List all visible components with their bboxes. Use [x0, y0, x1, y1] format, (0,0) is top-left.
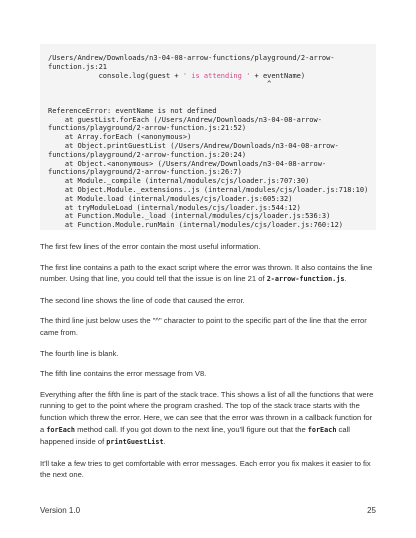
paragraph: It'll take a few tries to get comfortable with error messages. Each error you fix makes it easier to fix the next one. [40, 458, 371, 480]
body-text [40, 241, 378, 490]
code-line: /Users/Andrew/Downloads/n3-04-08-arrow-functions/playground/2-arrow- [48, 54, 335, 62]
paragraph: The first few lines of the error contain the most useful information. [40, 242, 261, 251]
code-token: console.log(guest + [48, 71, 183, 80]
paragraph-text: method call. If you got down to the next line, you'll figure out that the [75, 424, 308, 434]
code-line: at Object.<anonymous> (/Users/Andrew/Downloads/n3-04-08-arrow- [48, 159, 327, 168]
inline-code: 2-arrow-function.js [266, 275, 345, 284]
code-line: at Module._compile (internal/modules/cjs/loader.js:707:30) [48, 177, 310, 186]
code-line: at tryModuleLoad (internal/modules/cjs/loader.js:544:12) [48, 203, 301, 212]
code-line: function.js:21 [48, 62, 108, 71]
code-line: ReferenceError: eventName is not defined [48, 106, 217, 115]
page-number: 25 [367, 506, 376, 515]
paragraph [40, 262, 378, 286]
code-line [48, 89, 370, 98]
code-line: at Object.printGuestList (/Users/Andrew/Downloads/n3-04-08-arrow- [48, 141, 339, 150]
version-label: Version 1.0 [40, 506, 81, 515]
code-string-token: ' is attending ' [182, 71, 251, 80]
code-line: at Function.Module.runMain (internal/modules/cjs/loader.js:760:12) [48, 221, 344, 230]
paragraph: The fifth line contains the error message from V8. [40, 369, 207, 379]
code-line-log [48, 72, 370, 81]
paragraph: The fourth line is blank. [40, 348, 119, 358]
inline-code: printGuestList [106, 438, 164, 447]
paragraph-text: . [344, 274, 347, 284]
paragraph-text: Everything after the fifth line is part of the stack trace. This shows a list of all the functions that were running to get to the point where the program crashed. The top of the stack trace starts with the function which threw the error. Here, we can see that the error was thrown in a callback function for a [40, 389, 374, 434]
paragraph [40, 389, 378, 449]
code-block [40, 44, 376, 230]
paragraph: The third line just below uses the "^" character to point to the specific part of the line that the error came from. [40, 316, 367, 337]
code-line: functions/playground/2-arrow-function.js:20:24) [48, 150, 247, 159]
code-line-caret: ^ [48, 80, 272, 89]
paragraph-text: . [163, 437, 166, 447]
code-line: at Object.Module._extensions..js (internal/modules/cjs/loader.js:718:10) [48, 185, 369, 194]
paragraph-text: call happened inside of [40, 424, 350, 447]
code-line: at Module.load (internal/modules/cjs/loader.js:605:32) [48, 194, 293, 203]
paragraph-text: The first line contains a path to the exact script where the error was thrown. It also contains the line number. Using that line, you could tell that the issue is on line 21 of [40, 262, 373, 284]
inline-code: forEach [307, 425, 337, 434]
page-footer [40, 506, 376, 520]
code-line [48, 98, 370, 107]
paragraph: The second line shows the line of code that caused the error. [40, 295, 245, 305]
code-line: functions/playground/2-arrow-function.js:26:7) [48, 168, 242, 177]
inline-code: forEach [46, 425, 75, 434]
code-token: + eventName) [250, 71, 306, 80]
code-line: at guestList.forEach (/Users/Andrew/Downloads/n3-04-08-arrow- [48, 115, 322, 124]
code-line: at Array.forEach (<anonymous>) [48, 133, 192, 142]
code-line: at Function.Module._load (internal/modules/cjs/loader.js:536:3) [48, 212, 331, 221]
code-line: functions/playground/2-arrow-function.js:21:52) [48, 124, 247, 133]
